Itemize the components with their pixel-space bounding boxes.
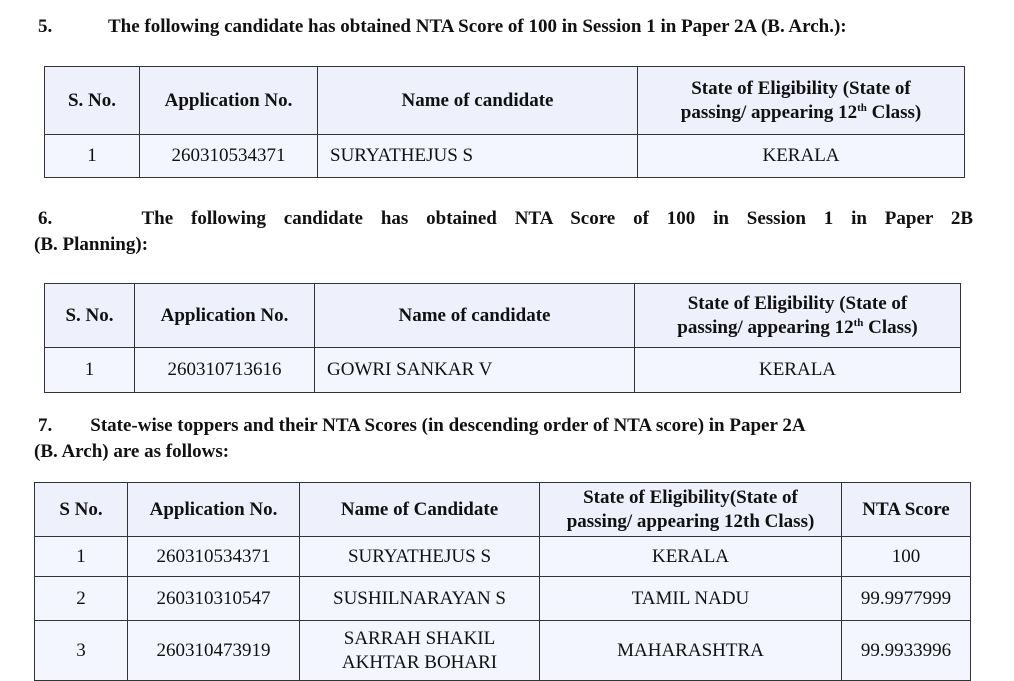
table-header-row — [35, 483, 971, 537]
header-state-sup: th — [853, 316, 864, 329]
cell-candidate-name-line1: SARRAH SHAKIL — [343, 627, 496, 649]
cell-application-no: 260310473919 — [128, 621, 300, 681]
table-row — [35, 577, 971, 621]
header-state-line2-end: Class) — [863, 316, 918, 338]
header-sno: S. No. — [45, 284, 135, 348]
cell-nta-score: 100 — [842, 537, 971, 577]
cell-state: KERALA — [540, 537, 842, 577]
cell-candidate-name: GOWRI SANKAR V — [315, 348, 635, 393]
section-6-heading — [34, 206, 974, 258]
header-state-sup: th — [857, 101, 867, 114]
table-header-row — [45, 284, 961, 348]
section-7-heading — [34, 413, 973, 465]
section-7-title: State-wise toppers and their NTA Scores (in descending order of NTA score) in Paper 2A — [90, 415, 806, 436]
header-sno: S No. — [35, 483, 128, 537]
header-candidate-name: Name of candidate — [318, 67, 638, 135]
header-candidate-name: Name of Candidate — [300, 483, 540, 537]
cell-sno: 1 — [45, 135, 140, 178]
header-state-line1: State of Eligibility (State of — [687, 292, 908, 314]
header-state-line1: State of Eligibility(State of — [583, 486, 798, 508]
header-state-line2: passing/ appearing 12th Class) — [566, 510, 815, 532]
cell-state: KERALA — [638, 135, 965, 178]
cell-state: MAHARASHTRA — [540, 621, 842, 681]
section-7-number: 7. — [38, 415, 53, 436]
section-7-title-line2: (B. Arch) are as follows: — [34, 441, 230, 462]
header-state-line2: passing/ appearing 12 — [680, 101, 858, 123]
cell-sno: 1 — [45, 348, 135, 393]
header-sno: S. No. — [45, 67, 140, 135]
section-5-table — [44, 66, 965, 178]
cell-application-no: 260310534371 — [128, 537, 300, 577]
cell-candidate-name: SURYATHEJUS S — [300, 537, 540, 577]
header-application-no: Application No. — [135, 284, 315, 348]
header-state-line2: passing/ appearing 12 — [677, 316, 854, 338]
header-state-of-eligibility — [635, 284, 961, 348]
cell-state: KERALA — [635, 348, 961, 393]
section-6-table — [44, 283, 961, 393]
header-state-line1: State of Eligibility (State of — [691, 77, 911, 99]
cell-application-no: 260310534371 — [140, 135, 318, 178]
cell-nta-score: 99.9977999 — [842, 577, 971, 621]
cell-sno: 3 — [35, 621, 128, 681]
table-header-row — [45, 67, 965, 135]
section-7-table — [34, 482, 971, 681]
section-6-title: The following candidate has obtained NTA Score of 100 in Session 1 in Paper 2B — [141, 208, 974, 229]
cell-candidate-name — [300, 621, 540, 681]
cell-candidate-name-line2: AKHTAR BOHARI — [341, 651, 498, 673]
cell-sno: 2 — [35, 577, 128, 621]
table-row — [35, 537, 971, 577]
section-5-number: 5. — [38, 16, 53, 37]
header-candidate-name: Name of candidate — [315, 284, 635, 348]
table-row — [45, 135, 965, 178]
header-state-of-eligibility — [540, 483, 842, 537]
section-6-title-line2: (B. Planning): — [34, 234, 149, 255]
table-row — [45, 348, 961, 393]
cell-application-no: 260310310547 — [128, 577, 300, 621]
section-7-title-line1 — [38, 413, 973, 439]
section-6-title-line1 — [38, 206, 973, 232]
table-row — [35, 621, 971, 681]
section-5-title: The following candidate has obtained NTA Score of 100 in Session 1 in Paper 2A (B. Arch.): — [108, 16, 847, 37]
cell-state: TAMIL NADU — [540, 577, 842, 621]
header-nta-score: NTA Score — [842, 483, 971, 537]
cell-nta-score: 99.9933996 — [842, 621, 971, 681]
cell-sno: 1 — [35, 537, 128, 577]
header-state-of-eligibility — [638, 67, 965, 135]
header-application-no: Application No. — [128, 483, 300, 537]
header-state-line2-end: Class) — [866, 101, 922, 123]
cell-candidate-name: SURYATHEJUS S — [318, 135, 638, 178]
cell-application-no: 260310713616 — [135, 348, 315, 393]
header-application-no: Application No. — [140, 67, 318, 135]
cell-candidate-name: SUSHILNARAYAN S — [300, 577, 540, 621]
section-6-number: 6. — [38, 208, 53, 229]
